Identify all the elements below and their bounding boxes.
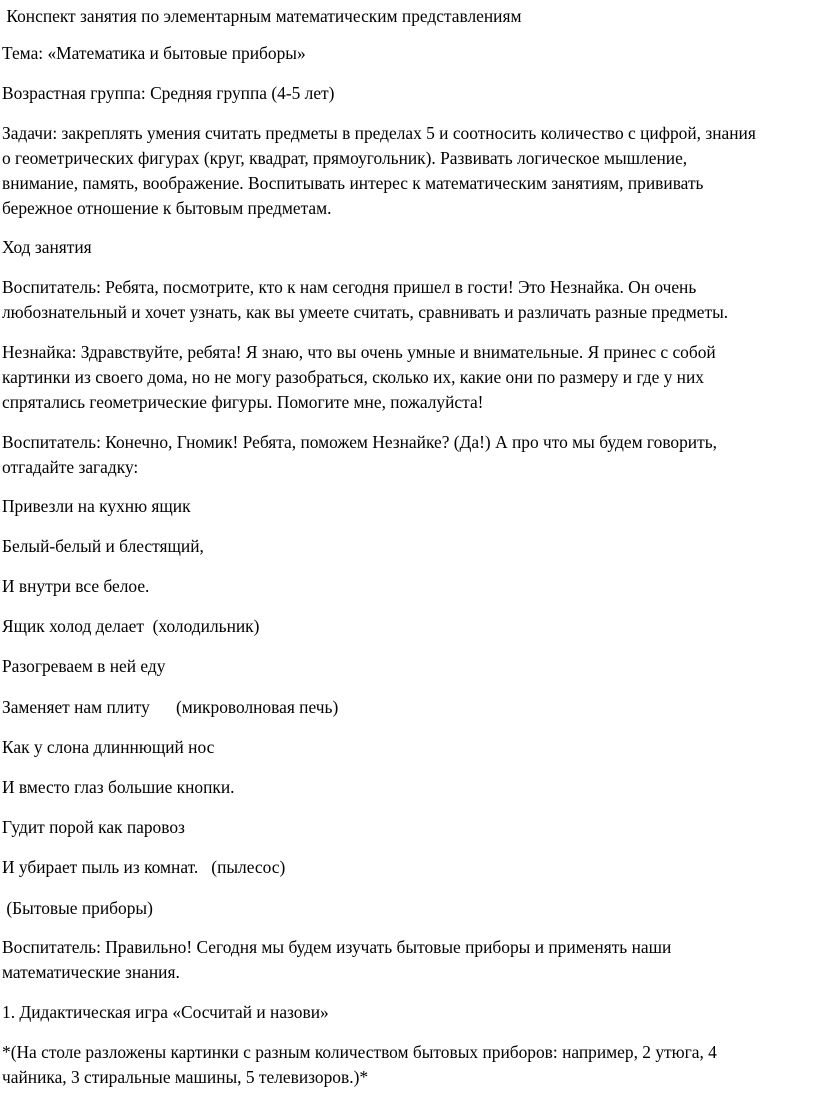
riddle-line-1: Привезли на кухню ящик [2, 496, 191, 516]
riddle-line-4: Ящик холод делает (холодильник) [2, 616, 260, 636]
game-note-line-2: чайника, 3 стиральные машины, 5 телевизоров.)* [2, 1067, 369, 1087]
teacher-reply-line-2: отгадайте загадку: [2, 457, 139, 477]
riddle-line-10: И убирает пыль из комнат. (пылесос) [2, 857, 286, 877]
tasks-line-3: внимание, память, воображение. Воспитывать интерес к математическим занятиям, прививать [2, 173, 704, 193]
game-title: 1. Дидактическая игра «Сосчитай и назови» [2, 1002, 329, 1022]
riddle-line-9: Гудит порой как паровоз [2, 817, 185, 837]
riddle-line-8: И вместо глаз большие кнопки. [2, 777, 235, 797]
teacher-correct-line-2: математические знания. [2, 962, 180, 982]
riddle-line-7: Как у слона длиннющий нос [2, 737, 215, 757]
tasks-line-1: Задачи: закреплять умения считать предметы в пределах 5 и соотносить количество с цифрой, знания [2, 123, 756, 143]
riddle-line-5: Разогреваем в ней еду [2, 656, 166, 676]
age-group-line: Возрастная группа: Средняя группа (4-5 лет) [2, 83, 335, 103]
neznaika-line-3: спрятались геометрические фигуры. Помогите мне, пожалуйста! [2, 392, 484, 412]
riddle-line-2: Белый-белый и блестящий, [2, 536, 204, 556]
tasks-line-4: бережное отношение к бытовым предметам. [2, 198, 332, 218]
riddle-line-3: И внутри все белое. [2, 576, 150, 596]
lesson-heading: Ход занятия [2, 237, 92, 257]
document-title: Конспект занятия по элементарным математическим представлениям [2, 6, 522, 26]
topic-line: Тема: «Математика и бытовые приборы» [2, 43, 306, 63]
tasks-line-2: о геометрических фигурах (круг, квадрат, прямоугольник). Развивать логическое мышление, [2, 148, 688, 168]
riddle-line-6: Заменяет нам плиту (микроволновая печь) [2, 697, 339, 717]
neznaika-line-2: картинки из своего дома, но не могу разобраться, сколько их, какие они по размеру и где у них [2, 367, 704, 387]
teacher-correct-line-1: Воспитатель: Правильно! Сегодня мы будем изучать бытовые приборы и применять наши [2, 937, 672, 957]
teacher-intro-line-2: любознательный и хочет узнать, как вы умеете считать, сравнивать и различать разные предметы. [2, 302, 729, 322]
game-note-line-1: *(На столе разложены картинки с разным количеством бытовых приборов: например, 2 утюга, 4 [2, 1042, 717, 1062]
teacher-reply-line-1: Воспитатель: Конечно, Гномик! Ребята, поможем Незнайке? (Да!) А про что мы будем говорить, [2, 432, 717, 452]
riddle-answer: (Бытовые приборы) [2, 898, 153, 918]
teacher-intro-line-1: Воспитатель: Ребята, посмотрите, кто к нам сегодня пришел в гости! Это Незнайка. Он очень [2, 277, 697, 297]
neznaika-line-1: Незнайка: Здравствуйте, ребята! Я знаю, что вы очень умные и внимательные. Я принес с собой [2, 342, 716, 362]
